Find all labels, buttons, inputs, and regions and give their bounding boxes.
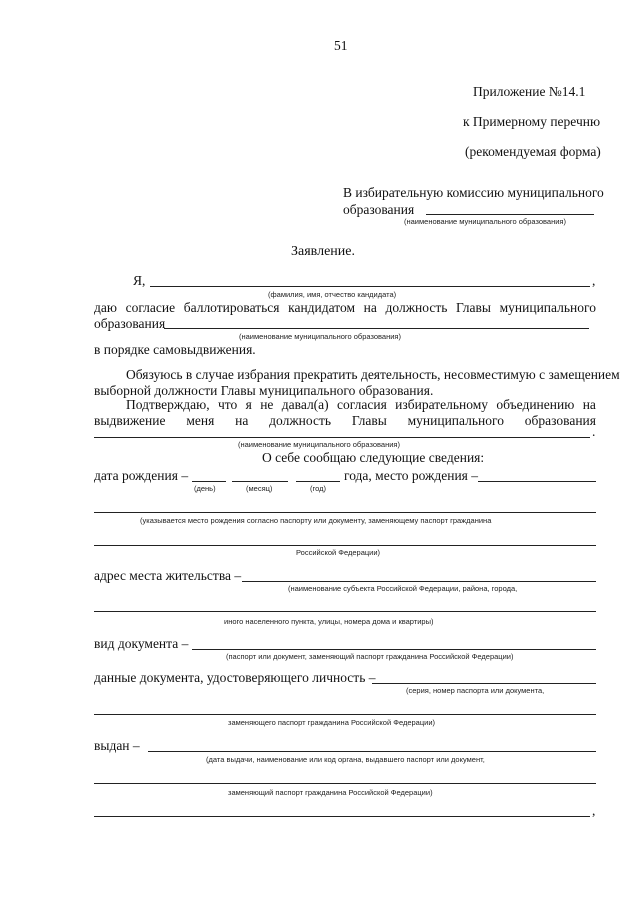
word: я — [245, 397, 252, 412]
birth-date-label: дата рождения – — [94, 468, 189, 483]
issued-hint2: заменяющий паспорт гражданина Российской Федерации) — [228, 788, 433, 797]
fio-field[interactable] — [150, 286, 590, 287]
confirm-line — [126, 397, 596, 413]
issued-label: выдан – — [94, 738, 140, 753]
doc-type-hint: (паспорт или документ, заменяющий паспорт гражданина Российской Федерации) — [226, 652, 514, 661]
word: баллотироваться — [183, 300, 280, 315]
doc-data-field[interactable] — [372, 683, 596, 684]
word: не — [260, 397, 274, 412]
municipality-field[interactable] — [164, 328, 589, 329]
addressee-line2: образования — [343, 202, 415, 217]
word: на — [363, 300, 377, 315]
doc-data-field-2[interactable] — [94, 714, 596, 715]
doc-type-label: вид документа – — [94, 636, 189, 651]
issued-field-3[interactable] — [94, 816, 590, 817]
word: на — [582, 397, 596, 412]
birth-day-field[interactable] — [192, 481, 226, 482]
consent-text — [94, 300, 596, 316]
doc-data-hint1: (серия, номер паспорта или документа, — [406, 686, 545, 695]
fio-comma: , — [592, 273, 596, 288]
appendix-title: Приложение №14.1 — [473, 84, 586, 99]
word: должность — [269, 413, 332, 428]
address-hint1: (наименование субъекта Российской Федерации, района, города, — [288, 584, 518, 593]
word: выдвижение — [94, 413, 166, 428]
month-hint: (месяц) — [246, 484, 273, 493]
form-type: (рекомендуемая форма) — [465, 144, 601, 159]
doc-data-label: данные документа, удостоверяющего личность – — [94, 670, 376, 685]
word: должность — [385, 300, 448, 315]
addressee-hint: (наименование муниципального образования) — [404, 217, 566, 226]
address-field[interactable] — [242, 581, 596, 582]
word: меня — [186, 413, 215, 428]
confirm-municipality-field[interactable] — [94, 437, 590, 438]
birth-year-text: года, место рождения – — [344, 468, 479, 483]
appendix-to-list: к Примерному перечню — [463, 114, 601, 129]
word: избирательному — [395, 397, 489, 412]
birthplace-field-inline[interactable] — [478, 481, 596, 482]
word: даю — [94, 300, 117, 315]
word: муниципального — [499, 300, 596, 315]
nomination-line — [94, 413, 596, 429]
word: на — [235, 413, 249, 428]
self-nomination-text: в порядке самовыдвижения. — [94, 342, 256, 357]
address-hint2: иного населенного пункта, улицы, номера дома и квартиры) — [224, 617, 434, 626]
doc-data-hint2: заменяющего паспорт гражданина Российской Федерации) — [228, 718, 436, 727]
word: согласие — [125, 300, 176, 315]
birthplace-hint1: (указывается место рождения согласно паспорту или документу, заменяющему паспорт гражданина — [140, 516, 492, 525]
doc-type-field[interactable] — [192, 649, 596, 650]
word: что — [217, 397, 238, 412]
addressee-line1: В избирательную комиссию муниципального — [343, 185, 604, 200]
word: давал(а) — [281, 397, 329, 412]
word: Подтверждаю, — [126, 397, 210, 412]
word: Главы — [351, 413, 387, 428]
year-hint: (год) — [310, 484, 326, 493]
municipality-label: образования — [94, 316, 166, 331]
word: муниципального — [407, 413, 504, 428]
issued-field-2[interactable] — [94, 783, 596, 784]
confirm-end: . — [592, 424, 596, 439]
final-comma: , — [592, 803, 596, 818]
day-hint: (день) — [194, 484, 216, 493]
word: согласия — [337, 397, 387, 412]
birthplace-hint2: Российской Федерации) — [296, 548, 381, 557]
confirm-hint: (наименование муниципального образования) — [238, 440, 400, 449]
birthplace-field-2[interactable] — [94, 545, 596, 546]
word: Главы — [456, 300, 491, 315]
issued-hint1: (дата выдачи, наименование или код органа, выдавшего паспорт или документ, — [206, 755, 485, 764]
birth-year-field[interactable] — [296, 481, 340, 482]
document-title: Заявление. — [291, 244, 355, 259]
word: объединению — [496, 397, 575, 412]
about-self-heading: О себе сообщаю следующие сведения: — [262, 450, 485, 465]
birthplace-field[interactable] — [94, 512, 596, 513]
address-label: адрес места жительства – — [94, 568, 242, 583]
municipality-hint: (наименование муниципального образования) — [239, 332, 401, 341]
word: кандидатом — [288, 300, 356, 315]
fio-hint: (фамилия, имя, отчество кандидата) — [268, 290, 397, 299]
birth-month-field[interactable] — [232, 481, 288, 482]
issued-field[interactable] — [148, 751, 596, 752]
addressee-municipality-field[interactable] — [426, 214, 594, 215]
obligation-line2: выборной должности Главы муниципального образования. — [94, 383, 434, 398]
page-number: 51 — [334, 38, 348, 53]
obligation-line1: Обязуюсь в случае избрания прекратить деятельность, несовместимую с замещением — [126, 367, 620, 382]
word: образования — [524, 413, 596, 428]
i-label: Я, — [133, 273, 146, 288]
address-field-2[interactable] — [94, 611, 596, 612]
